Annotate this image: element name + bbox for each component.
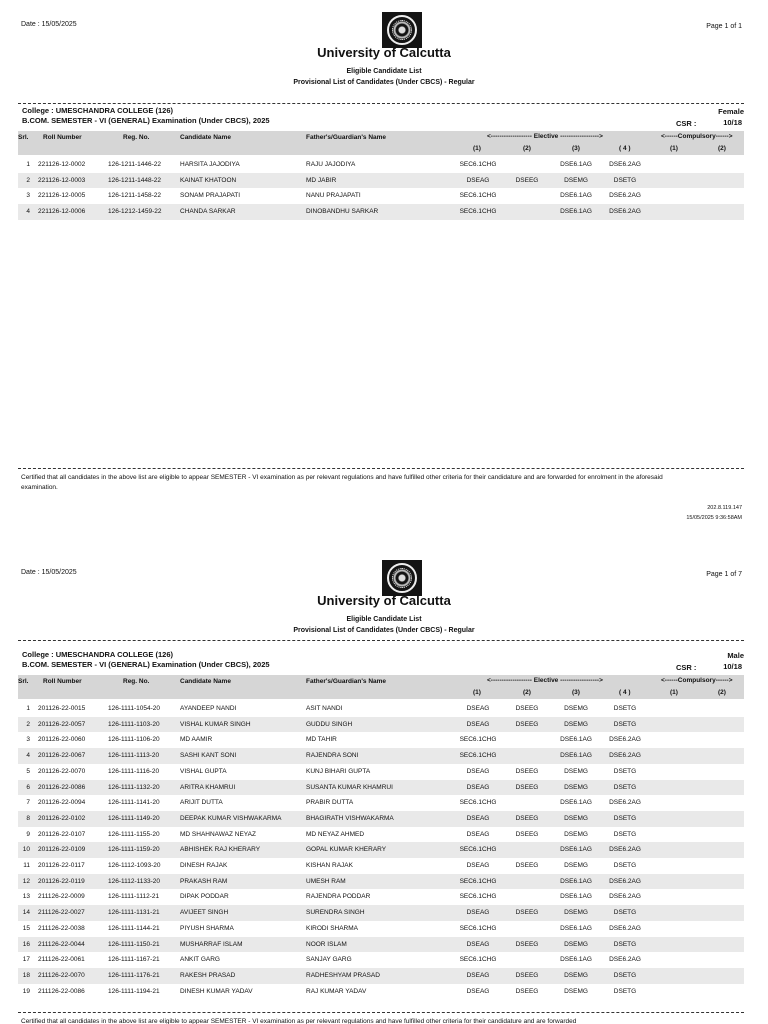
serial-number: 3 <box>26 736 30 744</box>
guardian-name: PRABIR DUTTA <box>306 799 354 807</box>
exam-title: B.COM. SEMESTER - VI (GENERAL) Examination (Under CBCS), 2025 <box>22 116 270 125</box>
serial-number: 13 <box>22 893 30 901</box>
elective-1: SEC6.1CHG <box>459 799 497 807</box>
candidate-name: ANKIT GARG <box>180 956 220 964</box>
serial-number: 1 <box>26 705 30 712</box>
header-c1: (1) <box>670 689 678 696</box>
elective-4: DSE6.2AG <box>609 799 641 807</box>
guardian-name: NANU PRAJAPATI <box>306 192 361 200</box>
roll-number: 211126-22-0086 <box>38 987 85 995</box>
divider <box>18 640 744 641</box>
elective-3: DSE6.1AG <box>560 877 592 885</box>
table-row <box>18 157 744 173</box>
csr-label: CSR : <box>676 663 697 672</box>
header-roll: Roll Number <box>43 134 82 141</box>
print-date: Date : 15/05/2025 <box>21 569 77 576</box>
elective-3: DSEMG <box>564 814 588 822</box>
serial-number: 16 <box>22 940 30 948</box>
elective-2: DSEEG <box>515 987 539 995</box>
serial-number: 18 <box>22 971 30 979</box>
registration-number: 126-1111-1194-21 <box>108 987 160 995</box>
elective-4: DSETG <box>613 940 637 948</box>
table-row <box>18 889 744 905</box>
roll-number: 221126-12-0006 <box>38 208 86 216</box>
university-title: University of Calcutta <box>317 45 451 60</box>
serial-number: 4 <box>26 208 30 216</box>
elective-4: DSETG <box>613 767 637 775</box>
elective-2: DSEEG <box>515 783 539 791</box>
elective-4: DSE6.2AG <box>609 924 641 932</box>
header-c2: (2) <box>718 689 726 696</box>
elective-1: SEC6.1CHG <box>459 736 497 744</box>
roll-number: 201126-22-0107 <box>38 830 86 838</box>
elective-4: DSETG <box>613 705 637 712</box>
header-reg: Reg. No. <box>123 678 150 685</box>
registration-number: 126-1211-1446-22 <box>108 161 162 168</box>
guardian-name: ASIT NANDI <box>306 705 343 712</box>
roll-number: 201126-22-0119 <box>38 877 85 885</box>
header-e4: ( 4 ) <box>619 689 631 696</box>
guardian-name: SURENDRA SINGH <box>306 909 365 917</box>
table-row <box>18 188 744 204</box>
serial-number: 14 <box>22 909 30 917</box>
serial-number: 19 <box>22 987 30 995</box>
elective-1: DSEAG <box>466 830 490 838</box>
elective-4: DSE6.2AG <box>609 752 641 760</box>
table-row <box>18 984 744 1000</box>
elective-2: DSEEG <box>515 940 539 948</box>
serial-number: 7 <box>26 799 30 807</box>
guardian-name: KUNJ BIHARI GUPTA <box>306 767 371 775</box>
guardian-name: MD NEYAZ AHMED <box>306 830 365 838</box>
registration-number: 126-1111-1113-20 <box>108 752 160 760</box>
registration-number: 126-1112-1093-20 <box>108 862 161 869</box>
elective-3: DSE6.1AG <box>560 924 592 932</box>
elective-1: DSEAG <box>466 767 490 775</box>
guardian-name: GUDDU SINGH <box>306 720 353 728</box>
table-row <box>18 780 744 796</box>
header-e3: (3) <box>572 689 580 696</box>
table-row <box>18 717 744 733</box>
guardian-name: UMESH RAM <box>306 877 346 885</box>
candidate-name: CHANDA SARKAR <box>180 208 236 216</box>
elective-1: SEC6.1CHG <box>459 956 497 964</box>
roll-number: 201126-22-0086 <box>38 783 86 791</box>
list-subtitle: Provisional List of Candidates (Under CBCS) - Regular <box>293 79 475 86</box>
table-row <box>18 701 744 717</box>
elective-1: SEC6.1CHG <box>459 752 497 760</box>
elective-2: DSEEG <box>515 720 539 728</box>
gender-label: Female <box>718 107 744 116</box>
elective-2: DSEEG <box>515 767 539 775</box>
elective-1: DSEAG <box>466 987 490 995</box>
college-name: College : UMESCHANDRA COLLEGE (126) <box>22 106 173 115</box>
elective-3: DSEMG <box>564 830 588 838</box>
elective-4: DSETG <box>613 830 637 838</box>
registration-number: 126-1111-1106-20 <box>108 736 160 744</box>
serial-number: 3 <box>26 192 30 200</box>
table-header <box>18 131 744 155</box>
guardian-name: SANJAY GARG <box>306 956 352 964</box>
elective-3: DSEMG <box>564 971 588 979</box>
elective-1: SEC6.1CHG <box>459 846 497 854</box>
elective-4: DSETG <box>613 909 637 917</box>
roll-number: 211126-22-0009 <box>38 893 85 901</box>
ip-address: 202.8.119.147 <box>707 505 742 511</box>
table-row <box>18 858 744 874</box>
elective-3: DSEMG <box>564 862 588 869</box>
roll-number: 201126-22-0117 <box>38 862 85 869</box>
header-c2: (2) <box>718 145 726 152</box>
roll-number: 201126-22-0057 <box>38 720 86 728</box>
elective-4: DSE6.2AG <box>609 956 641 964</box>
roll-number: 201126-22-0060 <box>38 736 86 744</box>
elective-2: DSEEG <box>515 830 539 838</box>
elective-4: DSETG <box>613 814 637 822</box>
elective-1: DSEAG <box>466 783 490 791</box>
serial-number: 12 <box>22 877 30 885</box>
elective-1: SEC6.1CHG <box>459 161 497 168</box>
guardian-name: SUSANTA KUMAR KHAMRUI <box>306 783 393 791</box>
elective-3: DSE6.1AG <box>560 736 592 744</box>
registration-number: 126-1111-1131-21 <box>108 909 160 917</box>
roll-number: 211126-22-0038 <box>38 924 85 932</box>
serial-number: 5 <box>26 767 30 775</box>
elective-3: DSEMG <box>564 705 588 712</box>
elective-1: DSEAG <box>466 862 490 869</box>
candidate-name: VISHAL GUPTA <box>180 767 227 775</box>
candidate-name: ABHISHEK RAJ KHERARY <box>180 846 261 854</box>
elective-3: DSEMG <box>564 767 588 775</box>
elective-2: DSEEG <box>515 909 539 917</box>
university-seal-icon <box>382 12 422 48</box>
elective-4: DSETG <box>613 971 637 979</box>
candidate-name: MUSHARRAF ISLAM <box>180 940 243 948</box>
elective-1: SEC6.1CHG <box>459 893 497 901</box>
table-row <box>18 842 744 858</box>
candidate-name: DINESH KUMAR YADAV <box>180 987 253 995</box>
elective-1: DSEAG <box>466 814 490 822</box>
elective-1: DSEAG <box>466 940 490 948</box>
elective-4: DSE6.2AG <box>609 877 641 885</box>
guardian-name: GOPAL KUMAR KHERARY <box>306 846 387 854</box>
table-row <box>18 748 744 764</box>
guardian-name: KISHAN RAJAK <box>306 862 353 869</box>
table-row <box>18 732 744 748</box>
elective-3: DSE6.1AG <box>560 893 592 901</box>
page-number: Page 1 of 7 <box>706 571 742 578</box>
candidate-name: DINESH RAJAK <box>180 862 228 869</box>
candidate-name: HARSITA JAJODIYA <box>180 161 240 168</box>
roll-number: 201126-22-0102 <box>38 814 86 822</box>
divider <box>18 468 744 469</box>
candidate-name: RAKESH PRASAD <box>180 971 236 979</box>
list-subtitle: Provisional List of Candidates (Under CBCS) - Regular <box>293 627 475 634</box>
university-seal-icon <box>382 560 422 596</box>
registration-number: 126-1111-1159-20 <box>108 846 160 854</box>
serial-number: 4 <box>26 752 30 760</box>
table-row <box>18 921 744 937</box>
header-name: Candidate Name <box>180 678 231 685</box>
elective-4: DSETG <box>613 176 637 184</box>
table-row <box>18 968 744 984</box>
elective-1: DSEAG <box>466 909 490 917</box>
university-title: University of Calcutta <box>317 593 451 608</box>
table-row <box>18 795 744 811</box>
divider <box>18 1012 744 1013</box>
elective-3: DSEMG <box>564 720 588 728</box>
table-row <box>18 937 744 953</box>
elective-3: DSEMG <box>564 987 588 995</box>
header-e1: (1) <box>473 689 481 696</box>
elective-1: SEC6.1CHG <box>459 208 497 216</box>
elective-3: DSE6.1AG <box>560 956 592 964</box>
table-row <box>18 827 744 843</box>
header-name: Candidate Name <box>180 134 231 141</box>
elective-2: DSEEG <box>515 705 539 712</box>
registration-number: 126-1212-1459-22 <box>108 208 162 216</box>
elective-3: DSE6.1AG <box>560 161 592 168</box>
certification-text: Certified that all candidates in the above list are eligible to appear SEMESTER - VI examination as per relevant regulations and have fulfilled other criteria for their candidature and are forwarded <box>21 1018 577 1024</box>
list-title: Eligible Candidate List <box>346 616 422 623</box>
header-father: Father's/Guardian's Name <box>306 678 387 685</box>
registration-number: 126-1111-1149-20 <box>108 814 160 822</box>
elective-4: DSE6.2AG <box>609 846 641 854</box>
header-compulsory: <------Compulsory------> <box>661 133 733 140</box>
elective-1: DSEAG <box>466 971 490 979</box>
candidate-name: KAINAT KHATOON <box>180 176 237 184</box>
header-e2: (2) <box>523 145 531 152</box>
header-e3: (3) <box>572 145 580 152</box>
candidate-name: PRAKASH RAM <box>180 877 228 885</box>
registration-number: 126-1211-1458-22 <box>108 192 162 200</box>
header-compulsory: <------Compulsory------> <box>661 677 733 684</box>
header-elective: <------------------- Elective ------------------> <box>487 133 603 140</box>
candidate-name: SONAM PRAJAPATI <box>180 192 241 200</box>
registration-number: 126-1211-1448-22 <box>108 176 162 184</box>
serial-number: 15 <box>22 924 30 932</box>
elective-3: DSE6.1AG <box>560 752 592 760</box>
elective-4: DSETG <box>613 783 637 791</box>
elective-1: SEC6.1CHG <box>459 192 497 200</box>
candidate-name: MD SHAHNAWAZ NEYAZ <box>180 830 256 838</box>
table-row <box>18 905 744 921</box>
roll-number: 201126-22-0109 <box>38 846 86 854</box>
guardian-name: RAJENDRA SONI <box>306 752 359 760</box>
elective-4: DSE6.2AG <box>609 208 641 216</box>
header-elective: <------------------- Elective ------------------> <box>487 677 603 684</box>
header-father: Father's/Guardian's Name <box>306 134 387 141</box>
csr-value: 10/18 <box>723 662 742 671</box>
header-e2: (2) <box>523 689 531 696</box>
college-name: College : UMESCHANDRA COLLEGE (126) <box>22 650 173 659</box>
elective-4: DSE6.2AG <box>609 161 641 168</box>
header-e1: (1) <box>473 145 481 152</box>
elective-3: DSE6.1AG <box>560 799 592 807</box>
divider <box>18 103 744 104</box>
registration-number: 126-1111-1155-20 <box>108 830 160 838</box>
registration-number: 126-1112-1133-20 <box>108 877 161 885</box>
elective-3: DSE6.1AG <box>560 208 592 216</box>
roll-number: 211126-22-0027 <box>38 909 85 917</box>
guardian-name: RAJENDRA PODDAR <box>306 893 371 901</box>
elective-1: SEC6.1CHG <box>459 924 497 932</box>
table-row <box>18 173 744 189</box>
guardian-name: NOOR ISLAM <box>306 940 347 948</box>
roll-number: 201126-22-0015 <box>38 705 86 712</box>
print-date: Date : 15/05/2025 <box>21 21 77 28</box>
header-reg: Reg. No. <box>123 134 150 141</box>
elective-3: DSEMG <box>564 176 588 184</box>
roll-number: 221126-12-0003 <box>38 176 86 184</box>
guardian-name: RAJU JAJODIYA <box>306 161 356 168</box>
roll-number: 221126-12-0005 <box>38 192 86 200</box>
page-number: Page 1 of 1 <box>706 23 742 30</box>
exam-title: B.COM. SEMESTER - VI (GENERAL) Examination (Under CBCS), 2025 <box>22 660 270 669</box>
serial-number: 17 <box>22 956 30 964</box>
roll-number: 201126-22-0094 <box>38 799 86 807</box>
serial-number: 8 <box>26 814 30 822</box>
table-row <box>18 874 744 890</box>
elective-1: DSEAG <box>466 176 490 184</box>
serial-number: 11 <box>23 862 30 869</box>
elective-2: DSEEG <box>515 176 539 184</box>
elective-1: DSEAG <box>466 720 490 728</box>
elective-4: DSETG <box>613 987 637 995</box>
registration-number: 126-1111-1103-20 <box>108 720 160 728</box>
elective-1: SEC6.1CHG <box>459 877 497 885</box>
candidate-name: SASHI KANT SONI <box>180 752 237 760</box>
candidate-name: VISHAL KUMAR SINGH <box>180 720 251 728</box>
elective-2: DSEEG <box>515 814 539 822</box>
candidate-name: PIYUSH SHARMA <box>180 924 234 932</box>
roll-number: 201126-22-0067 <box>38 752 86 760</box>
roll-number: 221126-12-0002 <box>38 161 86 168</box>
header-c1: (1) <box>670 145 678 152</box>
serial-number: 9 <box>26 830 30 838</box>
guardian-name: KIRODI SHARMA <box>306 924 359 932</box>
table-row <box>18 204 744 220</box>
header-e4: ( 4 ) <box>619 145 631 152</box>
roll-number: 211126-22-0070 <box>38 971 85 979</box>
elective-3: DSEMG <box>564 909 588 917</box>
guardian-name: MD TAHIR <box>306 736 337 744</box>
candidate-name: DEEPAK KUMAR VISHWAKARMA <box>180 814 282 822</box>
csr-label: CSR : <box>676 119 697 128</box>
serial-number: 1 <box>26 161 30 168</box>
elective-4: DSE6.2AG <box>609 893 641 901</box>
registration-number: 126-1111-1144-21 <box>108 924 160 932</box>
guardian-name: RAJ KUMAR YADAV <box>306 987 367 995</box>
roll-number: 211126-22-0044 <box>38 940 85 948</box>
candidate-name: ARIJIT DUTTA <box>180 799 223 807</box>
header-roll: Roll Number <box>43 678 82 685</box>
elective-4: DSE6.2AG <box>609 192 641 200</box>
table-row <box>18 952 744 968</box>
elective-3: DSEMG <box>564 783 588 791</box>
guardian-name: RADHESHYAM PRASAD <box>306 971 380 979</box>
table-row <box>18 764 744 780</box>
candidate-name: MD AAMIR <box>180 736 213 744</box>
roll-number: 201126-22-0070 <box>38 767 86 775</box>
elective-4: DSE6.2AG <box>609 736 641 744</box>
document-page-2 <box>0 548 768 1024</box>
table-row <box>18 811 744 827</box>
elective-4: DSETG <box>613 720 637 728</box>
elective-3: DSEMG <box>564 940 588 948</box>
candidate-name: DIPAK PODDAR <box>180 893 229 901</box>
registration-number: 126-1111-1116-20 <box>108 767 160 775</box>
registration-number: 126-1111-1112-21 <box>108 893 160 901</box>
registration-number: 126-1111-1132-20 <box>108 783 160 791</box>
registration-number: 126-1111-1141-20 <box>108 799 160 807</box>
header-srl: Srl. <box>18 678 29 685</box>
serial-number: 2 <box>26 176 30 184</box>
serial-number: 10 <box>22 846 30 854</box>
candidate-name: AYANDEEP NANDI <box>180 705 237 712</box>
print-timestamp: 15/05/2025 9:36:58AM <box>686 515 742 521</box>
serial-number: 6 <box>26 783 30 791</box>
elective-2: DSEEG <box>515 971 539 979</box>
registration-number: 126-1111-1176-21 <box>108 971 160 979</box>
serial-number: 2 <box>26 720 30 728</box>
header-srl: Srl. <box>18 134 29 141</box>
candidate-name: AVIJEET SINGH <box>180 909 229 917</box>
elective-1: DSEAG <box>466 705 490 712</box>
registration-number: 126-1111-1054-20 <box>108 705 161 712</box>
guardian-name: DINOBANDHU SARKAR <box>306 208 379 216</box>
roll-number: 211126-22-0061 <box>38 956 85 964</box>
elective-4: DSETG <box>613 862 637 869</box>
elective-2: DSEEG <box>515 862 539 869</box>
csr-value: 10/18 <box>723 118 742 127</box>
table-header <box>18 675 744 699</box>
registration-number: 126-1111-1150-21 <box>108 940 160 948</box>
list-title: Eligible Candidate List <box>346 68 422 75</box>
elective-3: DSE6.1AG <box>560 192 592 200</box>
elective-3: DSE6.1AG <box>560 846 592 854</box>
guardian-name: MD JABIR <box>306 176 337 184</box>
registration-number: 126-1111-1167-21 <box>108 956 160 964</box>
guardian-name: BHAGIRATH VISHWAKARMA <box>306 814 394 822</box>
certification-text: Certified that all candidates in the above list are eligible to appear SEMESTER - VI examination as per relevant regulations and have fulfilled other criteria for their candidature and are forwarded for enrolment in the aforesaid examination. <box>21 474 663 491</box>
gender-label: Male <box>727 651 744 660</box>
candidate-name: ARITRA KHAMRUI <box>180 783 236 791</box>
